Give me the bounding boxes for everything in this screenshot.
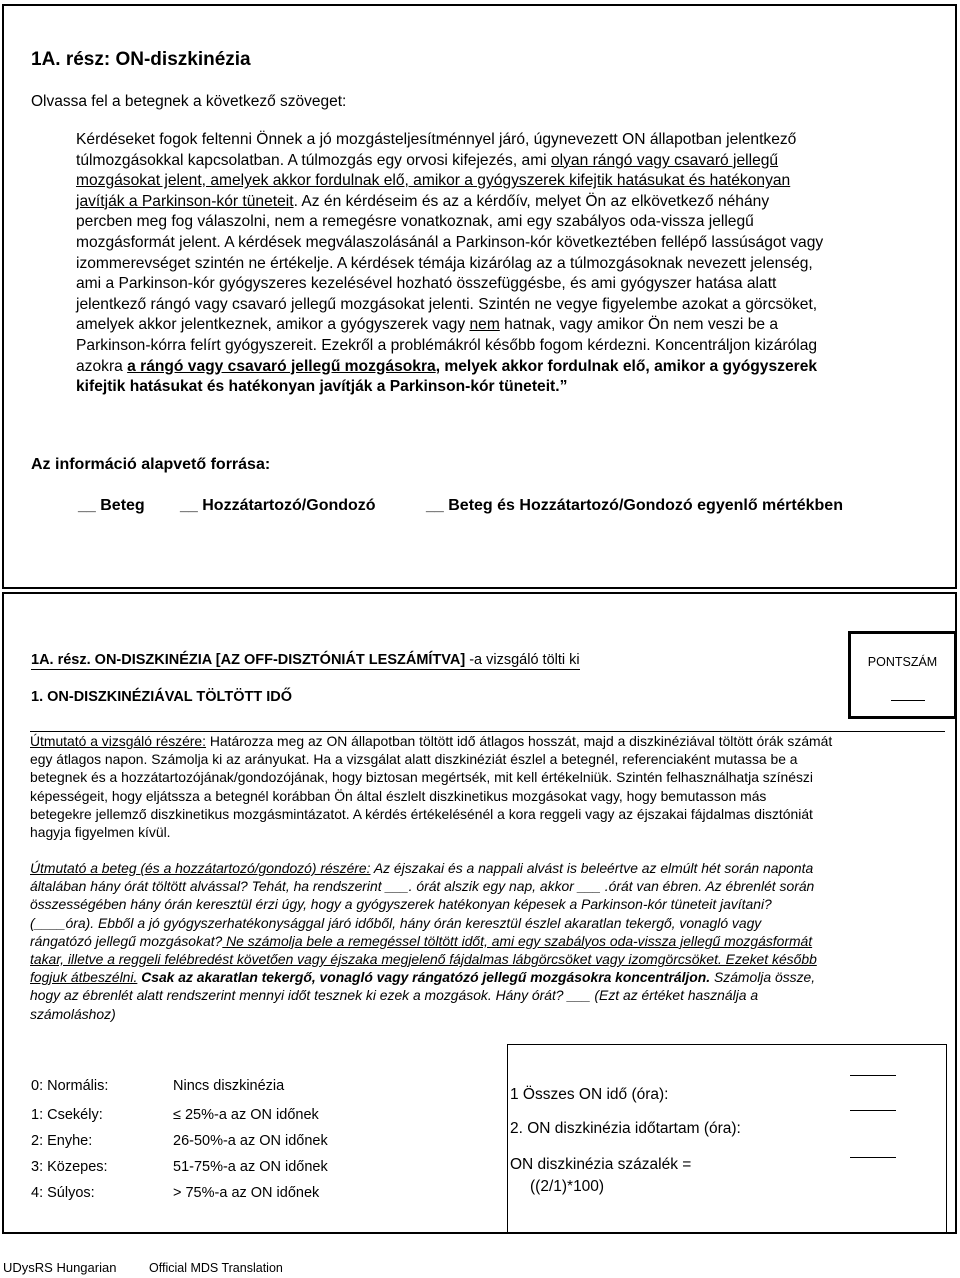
dyskinesia-percent-label: ON diszkinézia százalék = bbox=[510, 1156, 692, 1173]
scale-label: 0: Normális: bbox=[31, 1078, 109, 1094]
source-option-caregiver[interactable]: __ Hozzátartozó/Gondozó bbox=[180, 497, 376, 514]
source-heading: Az információ alapvető forrása: bbox=[31, 456, 271, 473]
text-line: számoláshoz) bbox=[30, 1005, 116, 1022]
dyskinesia-percent-input[interactable] bbox=[850, 1157, 896, 1158]
section-header bbox=[31, 652, 580, 670]
text-line: összességében hány órán keresztül érzi úgy, hogy a gyógyszerek hatékonyan képesek a Parkinson-kór tüneteit javítani? bbox=[30, 896, 772, 913]
text-line: percben meg fog válaszolni, nem a remegésre vonatkoznak, ami egy szabályos oda-vissza jellegű bbox=[76, 213, 754, 231]
text-line-part: Határozza meg az ON állapotban töltött idő átlagos hosszát, majd a diszkinéziával töltött órák számát bbox=[206, 733, 833, 749]
text-line: izommerevséget szintén ne értékelje. A kérdések témája kizárólag az a túlmozgásoknak nevezett jelenség, bbox=[76, 254, 813, 272]
text-line: hogy az ébrenlét alatt rendszerint mennyi időt tesznek ki ezek a mozgások. Hány órát? ___ (Ezt az értéket használja a bbox=[30, 987, 759, 1004]
results-box bbox=[507, 1044, 947, 1234]
item-title: 1. ON-DISZKINÉZIÁVAL TÖLTÖTT IDŐ bbox=[31, 689, 292, 705]
text-line: túlmozgásokkal kapcsolatban. A túlmozgás egy orvosi kifejezés, ami olyan rángó vagy csavaró jellegű bbox=[76, 151, 779, 169]
dyskinesia-duration-input[interactable] bbox=[850, 1110, 896, 1111]
text-line: betegnek és a hozzátartozójának/gondozójának, hogy biztosan megértsék, mit kell értékelniük. Szintén felhasználhatja színészi bbox=[30, 769, 813, 786]
dyskinesia-duration-label: 2. ON diszkinézia időtartam (óra): bbox=[510, 1120, 741, 1137]
scale-label: 1: Csekély: bbox=[31, 1107, 103, 1123]
text-line: Kérdéseket fogok feltenni Önnek a jó mozgásteljesítménnyel járó, úgynevezett ON állapotban jelentkező bbox=[76, 131, 797, 148]
text-line: jelentkező rángó vagy csavaró jellegű mozgásokat jelenti. Szintén ne vegye figyelembe azokat a görcsöket, bbox=[76, 295, 818, 313]
text-line bbox=[30, 932, 945, 950]
text-line: ami a Parkinson-kór gyógyszeres kezelésével hozható összefüggésbe, és ami gyógyszer hatása alatt bbox=[76, 275, 777, 293]
header-suffix: -a vizsgáló tölti ki bbox=[465, 652, 580, 668]
patient-label: Útmutató a beteg (és a hozzátartozó/gondozó) részére: bbox=[30, 860, 371, 876]
header-bold: ON-DISZKINÉZIA [AZ OFF-DISZTÓNIÁT LESZÁMÍTVA] bbox=[94, 652, 466, 668]
header-prefix: 1A. rész. bbox=[31, 652, 95, 668]
dyskinesia-percent-formula: ((2/1)*100) bbox=[530, 1178, 605, 1195]
text-line: hagyja figyelmen kívül. bbox=[30, 824, 171, 841]
total-on-time-label: 1 Összes ON idő (óra): bbox=[510, 1086, 669, 1103]
text-line: kifejtik hatásukat és hatékonyan javítják a Parkinson-kór tüneteit.” bbox=[76, 378, 568, 396]
text-line-part: rángatózó jellegű mozgásokat? bbox=[30, 932, 223, 949]
footer-right: Official MDS Translation bbox=[149, 1261, 283, 1275]
text-line: mozgásformát jelent. A kérdések megválaszolásánál a Parkinson-kór következtében fellépő lassúságot vagy bbox=[76, 233, 824, 251]
examiner-instructions bbox=[30, 731, 945, 841]
scale-desc: 26-50%-a az ON időnek bbox=[173, 1133, 328, 1149]
scale-desc: 51-75%-a az ON időnek bbox=[173, 1159, 328, 1175]
text-line: mozgásokat jelent, amelyek akkor fordulnak elő, amikor a gyógyszerek kifejtik hatásukat és hatékonyan bbox=[76, 172, 791, 190]
text-line-part: fogjuk átbeszélni. bbox=[30, 969, 138, 986]
text-line: (____óra). Ebből a jó gyógyszerhatékonysággal járó időből, hány órán keresztül észlel akaratlan tekergő, vonagló vagy bbox=[30, 914, 762, 931]
footer-left: UDysRS Hungarian bbox=[3, 1260, 117, 1275]
text-line: képességeit, hogy eljátssza a betegnél korábban Ön által észlelt diszkinetikus mozgásokat vagy, hogy bemutasson más bbox=[30, 787, 767, 804]
section-title: 1A. rész: ON-diszkinézia bbox=[31, 49, 251, 70]
text-line bbox=[30, 859, 945, 877]
read-aloud-text bbox=[76, 130, 936, 398]
score-label: PONTSZÁM bbox=[867, 655, 938, 669]
text-line-part: Az éjszakai és a nappali alvást is beleértve az elmúlt hét során naponta bbox=[370, 860, 814, 876]
text-line bbox=[30, 968, 945, 986]
scale-desc: > 75%-a az ON időnek bbox=[173, 1185, 320, 1201]
text-line: azokra a rángó vagy csavaró jellegű mozgásokra, melyek akkor fordulnak elő, amikor a gyógyszerek bbox=[76, 357, 818, 375]
score-input[interactable] bbox=[891, 700, 925, 701]
scale-desc: ≤ 25%-a az ON időnek bbox=[173, 1107, 319, 1123]
source-option-patient[interactable]: __ Beteg bbox=[78, 497, 145, 514]
text-line: egy átlagos napon. Számolja ki az arányukat. Ha a vizsgálat alatt diszkinéziát észlel a betegnél, referenciaként mutassa be a bbox=[30, 751, 798, 768]
read-instruction: Olvassa fel a betegnek a következő szöveget: bbox=[31, 93, 347, 110]
text-line-part: Csak az akaratlan tekergő, vonagló vagy rángatózó jellegű mozgásokra koncentráljon. bbox=[137, 969, 711, 986]
text-line: javítják a Parkinson-kór tüneteit. Az én kérdéseim és az a kérdőív, melyet Ön az elkövetkező néhány bbox=[76, 192, 770, 210]
text-line: amelyek akkor jelentkeznek, amikor a gyógyszerek vagy nem hatnak, vagy amikor Ön nem veszi be a bbox=[76, 316, 779, 334]
text-line bbox=[30, 731, 945, 750]
scale-desc: Nincs diszkinézia bbox=[173, 1078, 285, 1094]
text-line-part: Ne számolja bele a remegéssel töltött időt, ami egy szabályos oda-vissza jellegű mozgásformát bbox=[222, 932, 813, 949]
source-option-both[interactable]: __ Beteg és Hozzátartozó/Gondozó egyenlő mértékben bbox=[426, 497, 843, 514]
text-line: Parkinson-kórra felírt gyógyszereit. Ezekről a problémákról később fogom kérdezni. Koncentráljon kizárólag bbox=[76, 336, 818, 354]
total-on-time-input[interactable] bbox=[850, 1075, 896, 1076]
scale-label: 4: Súlyos: bbox=[31, 1185, 95, 1201]
score-box bbox=[848, 631, 957, 719]
patient-instructions bbox=[30, 859, 945, 1023]
text-line-part: Számolja össze, bbox=[710, 969, 816, 986]
text-line: általában hány órát töltött alvással? Tehát, ha rendszerint ___. órát alszik egy nap, akkor ___ .órát van ébren. Az ébrenlét során bbox=[30, 878, 815, 895]
scale-label: 2: Enyhe: bbox=[31, 1133, 93, 1149]
text-line: betegekre jellemző diszkinetikus mozgásmintázatot. A kérdés értékelésénél a kora reggeli vagy az éjszakai fájdalmas disztóniát bbox=[30, 805, 813, 822]
examiner-label: Útmutató a vizsgáló részére: bbox=[30, 733, 207, 749]
text-line: takar, illetve a reggeli felébredést követően vagy éjszaka megjelenő fájdalmas lábgörcsöket vagy izomgörcsöket. Ezeket később bbox=[30, 951, 817, 968]
scale-label: 3: Közepes: bbox=[31, 1159, 108, 1175]
